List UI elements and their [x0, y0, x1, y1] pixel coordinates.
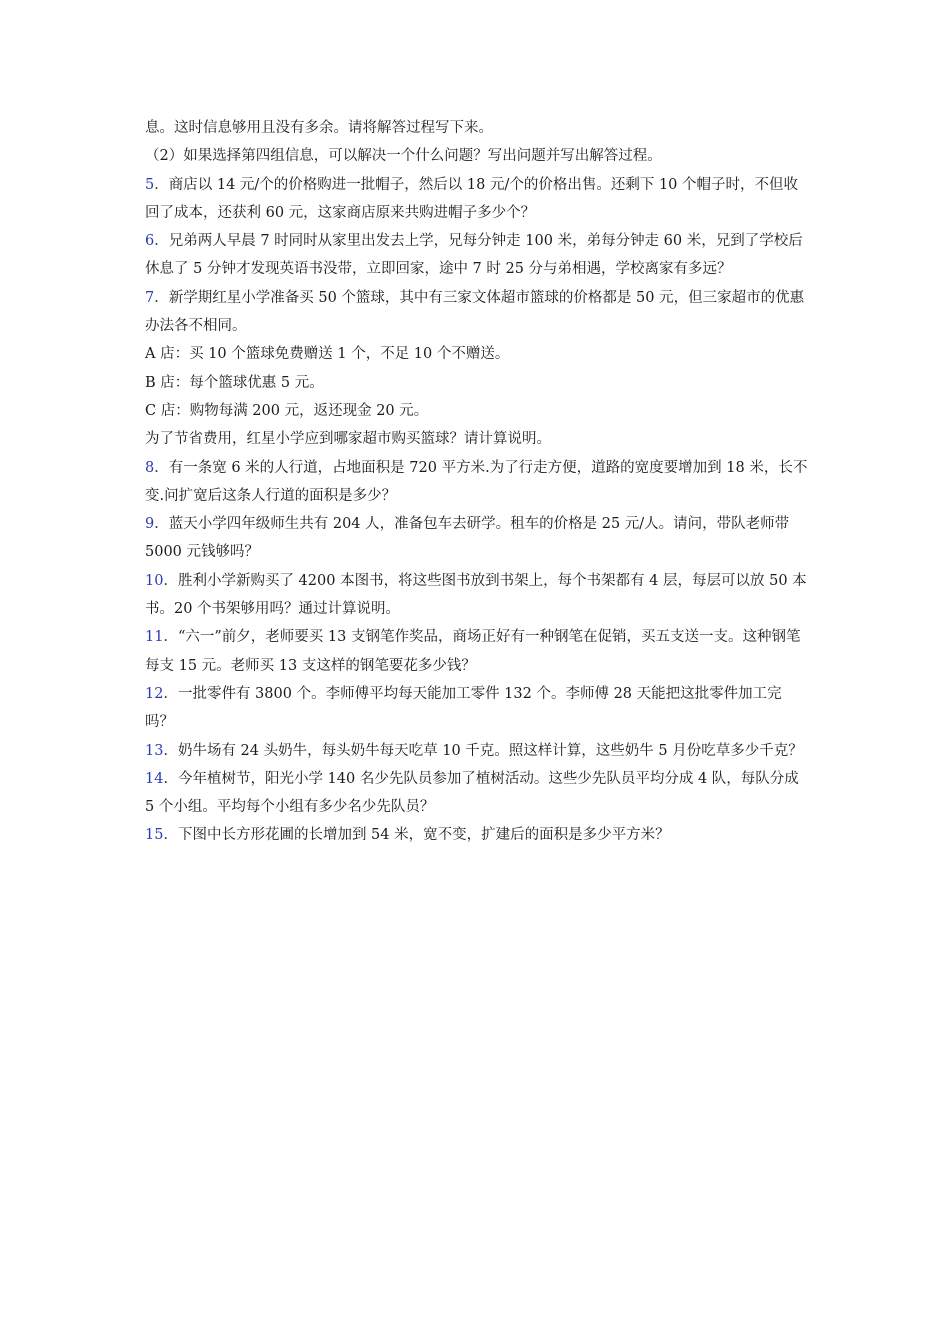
question-text: ．兄弟两人早晨 7 时同时从家里出发去上学，兄每分钟走 100 米，弟每分钟走 60 米，兄到了学校后休息了 5 分钟才发现英语书没带，立即回家，途中 7 时 25 分与弟相遇，学校离家有多远？: [145, 233, 803, 278]
store-c-offer: [145, 397, 810, 425]
question-number: 13: [145, 742, 164, 759]
question-number: 5: [145, 176, 155, 193]
question-number: 12: [145, 685, 164, 702]
paragraph-text: A 店：买 10 个篮球免费赠送 1 个，不足 10 个不赠送。: [145, 346, 510, 363]
paragraph-text: B 店：每个篮球优惠 5 元。: [145, 374, 324, 391]
question-text: ．奶牛场有 24 头奶牛，每头奶牛每天吃草 10 千克。照这样计算，这些奶牛 5 月份吃草多少千克？: [163, 742, 803, 759]
question-text: ．商店以 14 元/个的价格购进一批帽子，然后以 18 元/个的价格出售。还剩下 10 个帽子时，不但收回了成本，还获利 60 元，这家商店原来共购进帽子多少个？: [145, 176, 799, 221]
question-text: ．下图中长方形花圃的长增加到 54 米，宽不变，扩建后的面积是多少平方米？: [163, 827, 670, 844]
question-number: 14: [145, 770, 164, 787]
question-14: [145, 765, 810, 822]
question-number: 9: [145, 516, 155, 533]
question-number: 10: [145, 572, 164, 589]
question-number: 7: [145, 289, 155, 306]
question-number: 11: [145, 629, 164, 646]
question-number: 8: [145, 459, 155, 476]
question-15: [145, 821, 810, 849]
question-text: ．有一条宽 6 米的人行道，占地面积是 720 平方米.为了行走方便，道路的宽度要增加到 18 米，长不变.问扩宽后这条人行道的面积是多少？: [145, 459, 808, 504]
paragraph-continuation: [145, 114, 810, 142]
paragraph-text: 为了节省费用，红星小学应到哪家超市购买篮球？请计算说明。: [145, 431, 551, 448]
paragraph-subquestion-2: [145, 142, 810, 170]
question-9: [145, 510, 810, 567]
question-13: [145, 737, 810, 765]
document-body: [145, 114, 810, 850]
question-5: [145, 171, 810, 228]
store-a-offer: [145, 340, 810, 368]
question-10: [145, 567, 810, 624]
question-number: 15: [145, 827, 164, 844]
question-11: [145, 623, 810, 680]
question-6: [145, 227, 810, 284]
question-text: ．“六一”前夕，老师要买 13 支钢笔作奖品，商场正好有一种钢笔在促销，买五支送一支。这种钢笔每支 15 元。老师买 13 支这样的钢笔要花多少钱？: [145, 629, 801, 674]
question-7-prompt: [145, 425, 810, 453]
question-12: [145, 680, 810, 737]
question-text: ．新学期红星小学准备买 50 个篮球，其中有三家文体超市篮球的价格都是 50 元，但三家超市的优惠办法各不相同。: [145, 289, 805, 335]
paragraph-text: C 店：购物每满 200 元，返还现金 20 元。: [145, 402, 429, 419]
question-text: ．蓝天小学四年级师生共有 204 人，准备包车去研学。租车的价格是 25 元/人。请问，带队老师带 5000 元钱够吗？: [145, 516, 790, 561]
question-text: ．今年植树节，阳光小学 140 名少先队员参加了植树活动。这些少先队员平均分成 4 队，每队分成 5 个小组。平均每个小组有多少名少先队员？: [145, 770, 799, 816]
question-8: [145, 454, 810, 511]
store-b-offer: [145, 369, 810, 397]
paragraph-text: 息。这时信息够用且没有多余。请将解答过程写下来。: [145, 120, 493, 136]
question-number: 6: [145, 233, 155, 250]
question-text: ．一批零件有 3800 个。李师傅平均每天能加工零件 132 个。李师傅 28 天能把这批零件加工完吗？: [145, 685, 782, 731]
paragraph-text: （2）如果选择第四组信息，可以解决一个什么问题？写出问题并写出解答过程。: [145, 148, 662, 165]
question-text: ．胜利小学新购买了 4200 本图书，将这些图书放到书架上，每个书架都有 4 层，每层可以放 50 本书。20 个书架够用吗？通过计算说明。: [145, 572, 807, 618]
question-7: [145, 284, 810, 341]
